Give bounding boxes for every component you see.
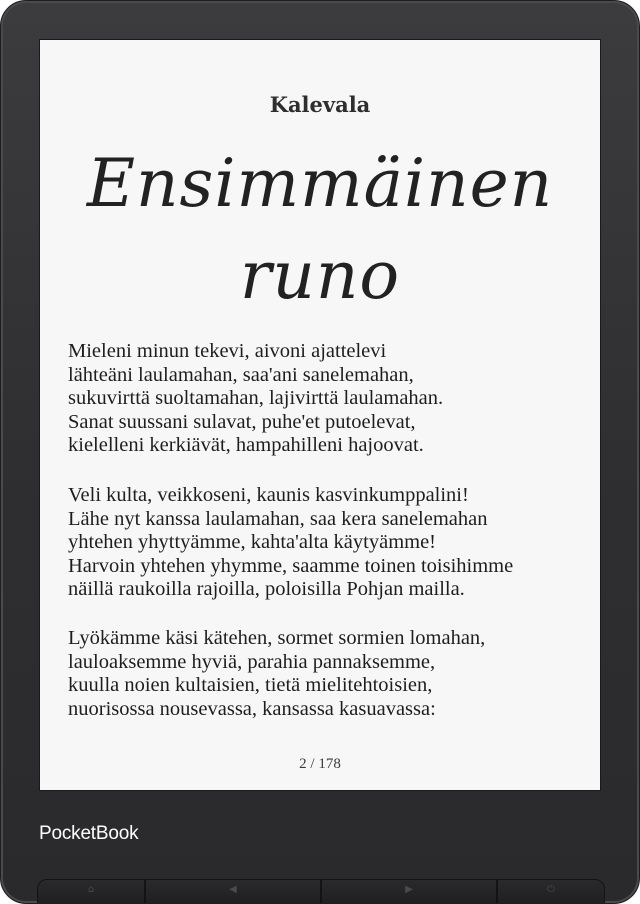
home-icon: ⌂ xyxy=(87,884,95,895)
verse-line: Sanat suussani sulavat, puhe'et putoelevat, xyxy=(68,410,416,433)
page-indicator: 2 / 178 xyxy=(299,756,341,772)
verse-line: kielelleni kerkiävät, hampahilleni hajoovat. xyxy=(68,434,424,456)
verse-line: Veli kulta, veikkoseni, kaunis kasvinkumppalini! xyxy=(68,484,469,506)
ereader-screen[interactable] xyxy=(39,39,601,791)
verse-line: lauloaksemme hyviä, parahia pannaksemme, xyxy=(68,650,436,673)
book-title: Kalevala xyxy=(269,92,371,117)
verse-line: Lähe nyt kanssa laulamahan, saa kera sanelemahan xyxy=(68,507,488,530)
stanza-1 xyxy=(68,340,584,458)
stanza-3 xyxy=(68,627,584,721)
home-button[interactable] xyxy=(37,879,145,904)
verse-line: Mieleni minun tekevi, aivoni ajattelevi xyxy=(68,340,387,362)
hardware-button-bar xyxy=(37,879,605,904)
power-button[interactable] xyxy=(497,879,605,904)
verse-line: kuulla noien kultaisien, tietä mielitehtoisien, xyxy=(68,674,433,696)
previous-page-button[interactable] xyxy=(145,879,321,904)
arrow-right-icon: ▶ xyxy=(405,884,413,895)
verse-line: yhtehen yhyttyämme, kahta'alta käytyämme! xyxy=(68,531,437,553)
stanza-2 xyxy=(68,484,584,602)
brand-logo: PocketBook xyxy=(39,823,139,844)
next-page-button[interactable] xyxy=(321,879,497,904)
verse-line: Lyökämme käsi kätehen, sormet sormien lomahan, xyxy=(68,627,486,649)
arrow-left-icon: ◀ xyxy=(229,884,237,895)
chapter-heading xyxy=(40,138,600,322)
verse-line: lähteäni laulamahan, saa'ani sanelemahan, xyxy=(68,363,414,386)
verse-line: näillä raukoilla rajoilla, poloisilla Pohjan mailla. xyxy=(68,578,465,600)
verse-line: Harvoin yhtehen yhymme, saamme toinen toisihimme xyxy=(68,554,514,577)
verse-line: sukuvirttä suoltamahan, lajivirttä laulamahan. xyxy=(68,387,444,409)
chapter-heading-line-1: Ensimmäinen xyxy=(86,145,554,222)
verse-line: nuorisossa nousevassa, kansassa kasuavassa: xyxy=(68,697,436,720)
chapter-heading-line-2: runo xyxy=(239,237,401,314)
power-icon: ⏻ xyxy=(547,884,555,895)
